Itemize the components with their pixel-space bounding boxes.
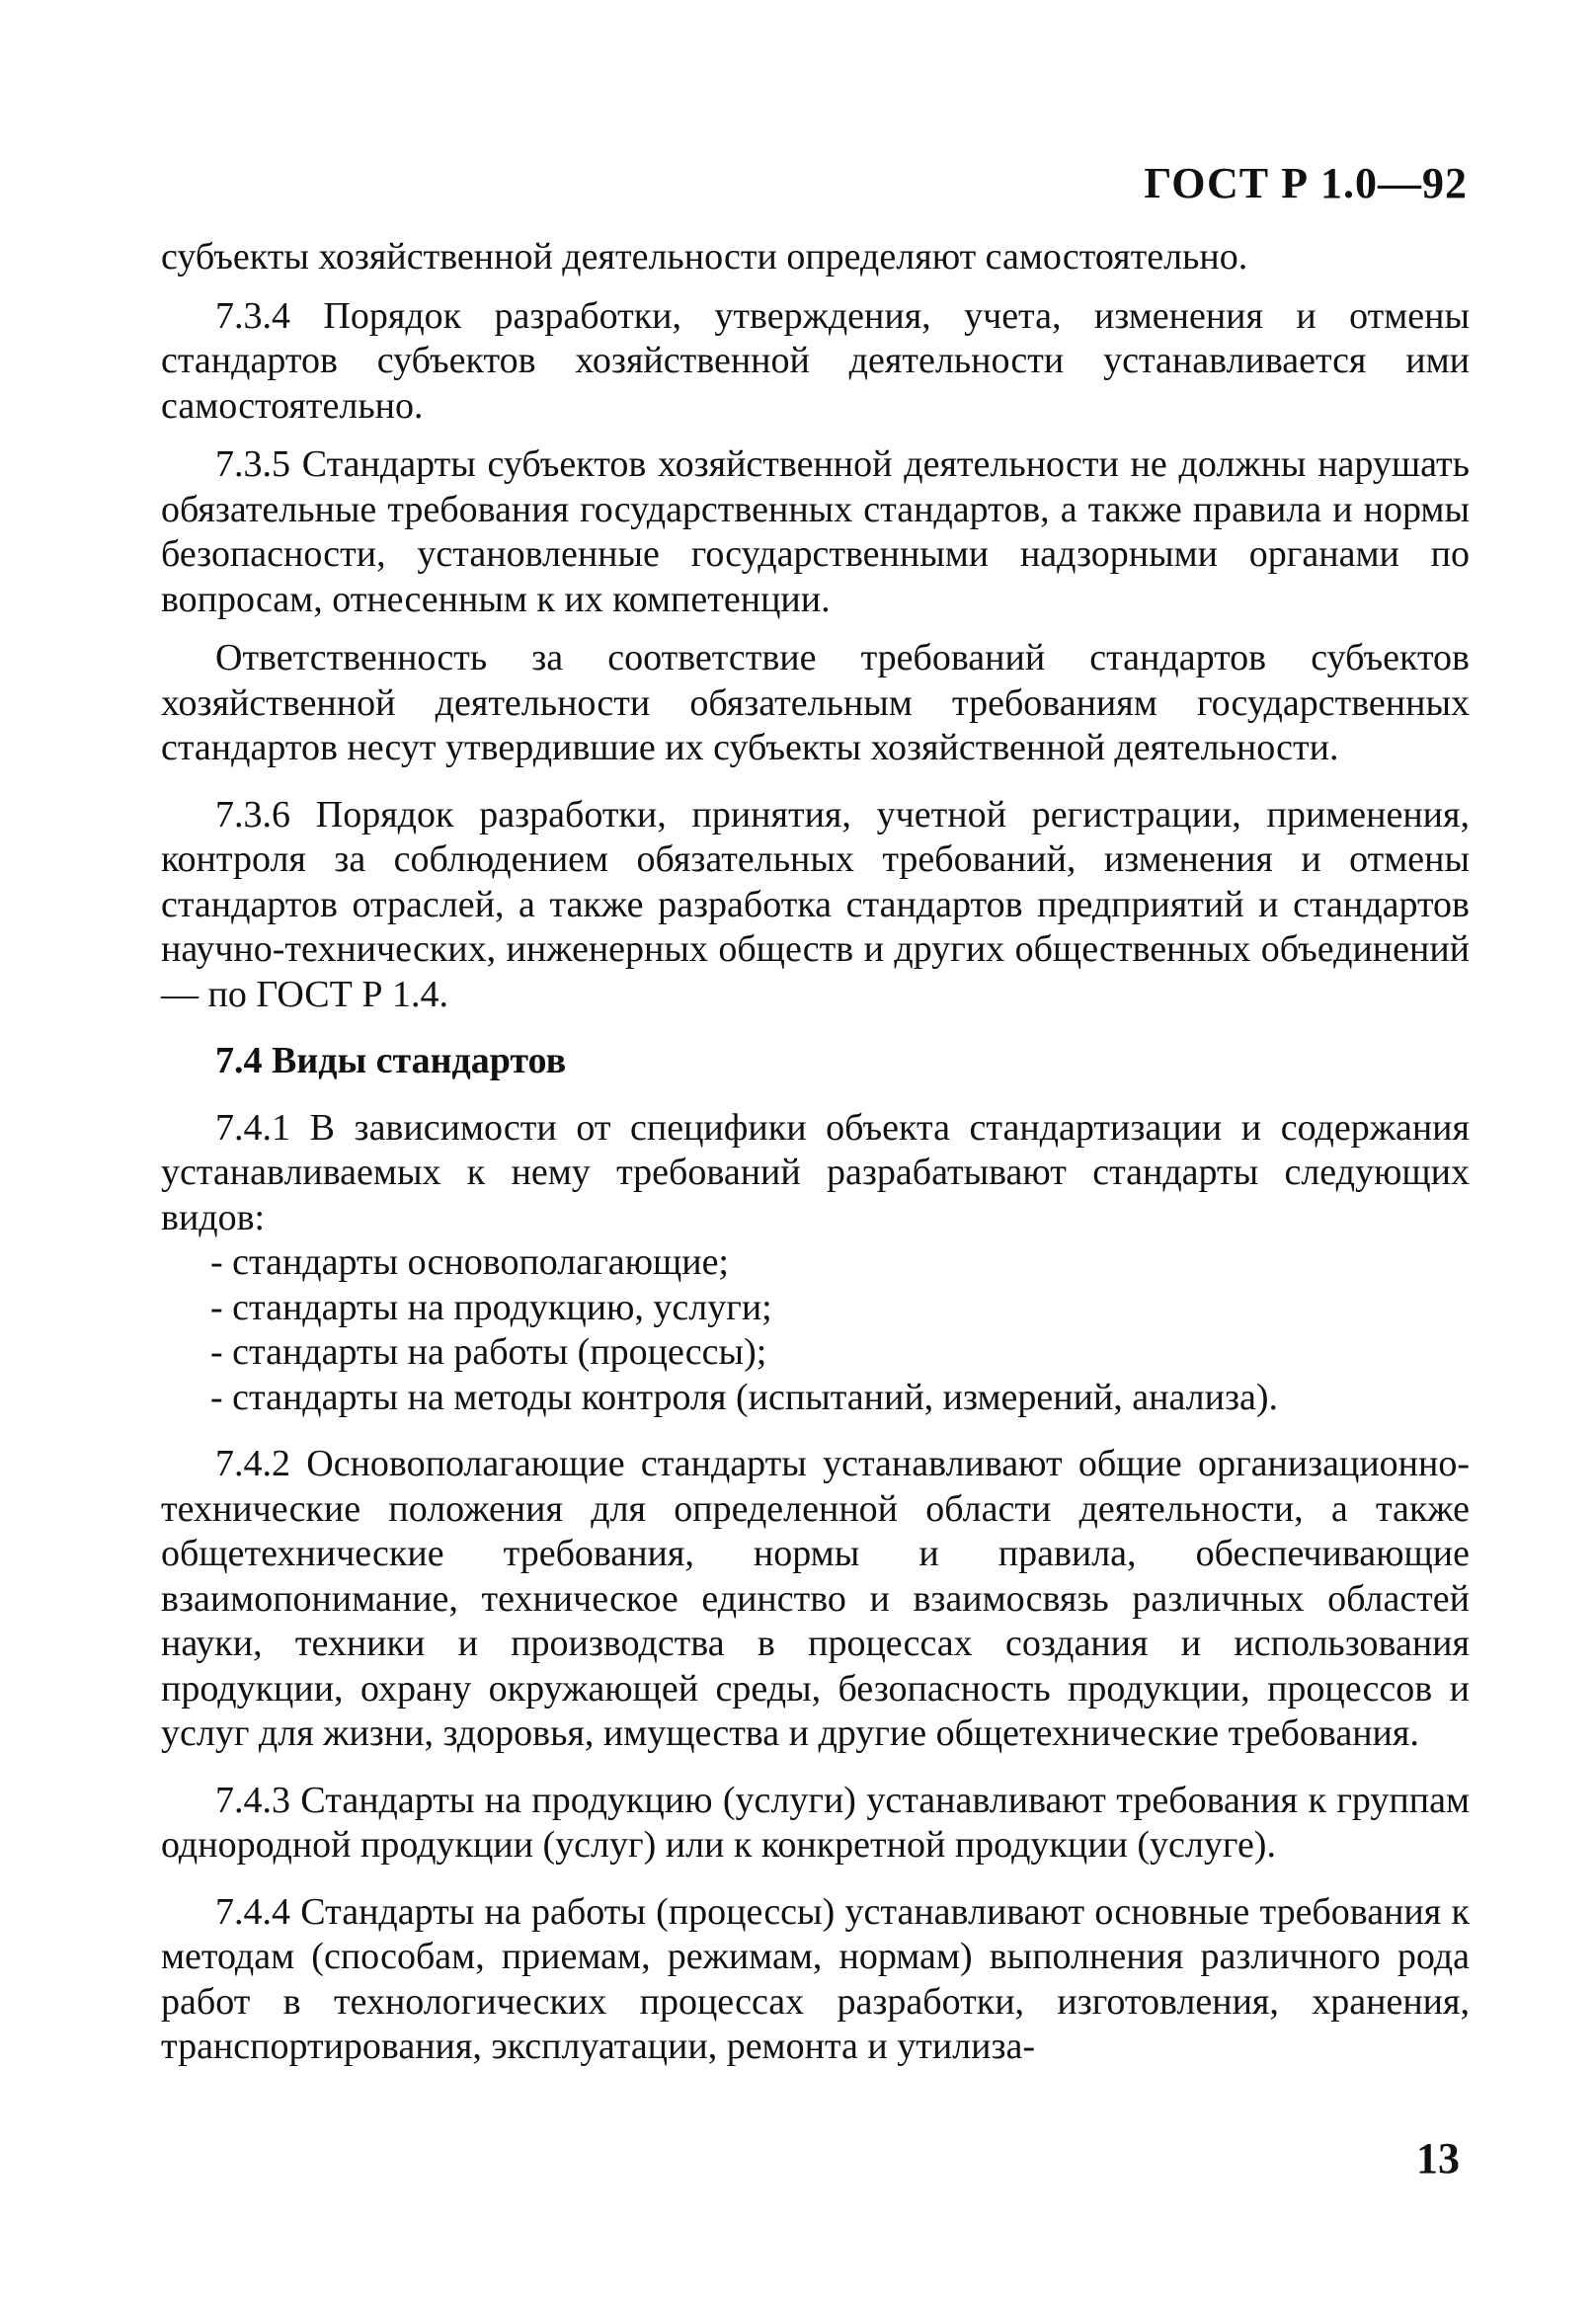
paragraph-7-3-5-responsibility: Ответственность за соответствие требований стандартов субъектов хозяйственной деятельности обязательным требованиям государственных стандартов несут утвердившие их субъекты хозяйственной деятельности. bbox=[161, 637, 1470, 768]
list-item: - стандарты на продукцию, услуги; bbox=[210, 1286, 772, 1328]
paragraph-7-4-2: 7.4.2 Основополагающие стандарты устанавливают общие организационно-технические положения для определенной области деятельности, а также общетехнические требования, нормы и правила, обеспечивающие взаимопонимание, техническое единство и взаимосвязь различных областей науки, техники и производства в процессах создания и использования продукции, охрану окружающей среды, безопасность продукции, процессов и услуг для жизни, здоровья, имущества и другие общетехнические требования. bbox=[161, 1443, 1470, 1754]
paragraph-7-3-5: 7.3.5 Стандарты субъектов хозяйственной деятельности не должны нарушать обязательные требования государственных стандартов, а также правила и нормы безопасности, установленные государственными надзорными органами по вопросам, отнесенным к их компетенции. bbox=[161, 443, 1470, 620]
list-item: - стандарты основополагающие; bbox=[210, 1241, 729, 1283]
running-head: ГОСТ Р 1.0—92 bbox=[1144, 159, 1468, 207]
paragraph-7-3-4: 7.3.4 Порядок разработки, утверждения, учета, изменения и отмены стандартов субъектов хозяйственной деятельности устанавливается ими самостоятельно. bbox=[161, 294, 1470, 427]
body-text bbox=[161, 235, 1470, 2070]
paragraph-continuation: субъекты хозяйственной деятельности определяют самостоятельно. bbox=[161, 236, 1248, 278]
page-number: 13 bbox=[1416, 2134, 1460, 2183]
list-item: - стандарты на методы контроля (испытаний, измерений, анализа). bbox=[210, 1376, 1278, 1418]
paragraph-7-3-6: 7.3.6 Порядок разработки, принятия, учетной регистрации, применения, контроля за соблюдением обязательных требований, изменения и отмены стандартов отраслей, а также разработка стандартов предприятий и стандартов научно-технических, инженерных обществ и других общественных объединений — по ГОСТ Р 1.4. bbox=[161, 793, 1470, 1015]
standard-types-list bbox=[161, 1240, 1470, 1420]
paragraph-7-4-4: 7.4.4 Стандарты на работы (процессы) устанавливают основные требования к методам (способам, приемам, режимам, нормам) выполнения различного рода работ в технологических процессах разработки, изготовления, хранения, транспортирования, эксплуатации, ремонта и утилиза- bbox=[161, 1890, 1470, 2067]
paragraph-7-4-3: 7.4.3 Стандарты на продукцию (услуги) устанавливают требования к группам однородной продукции (услуг) или к конкретной продукции (услуге). bbox=[161, 1779, 1470, 1866]
section-heading-7-4: 7.4 Виды стандартов bbox=[215, 1040, 567, 1081]
list-item: - стандарты на работы (процессы); bbox=[210, 1331, 767, 1373]
paragraph-7-4-1: 7.4.1 В зависимости от специфики объекта стандартизации и содержания устанавливаемых к нему требований разрабатывают стандарты следующих видов: bbox=[161, 1106, 1470, 1238]
